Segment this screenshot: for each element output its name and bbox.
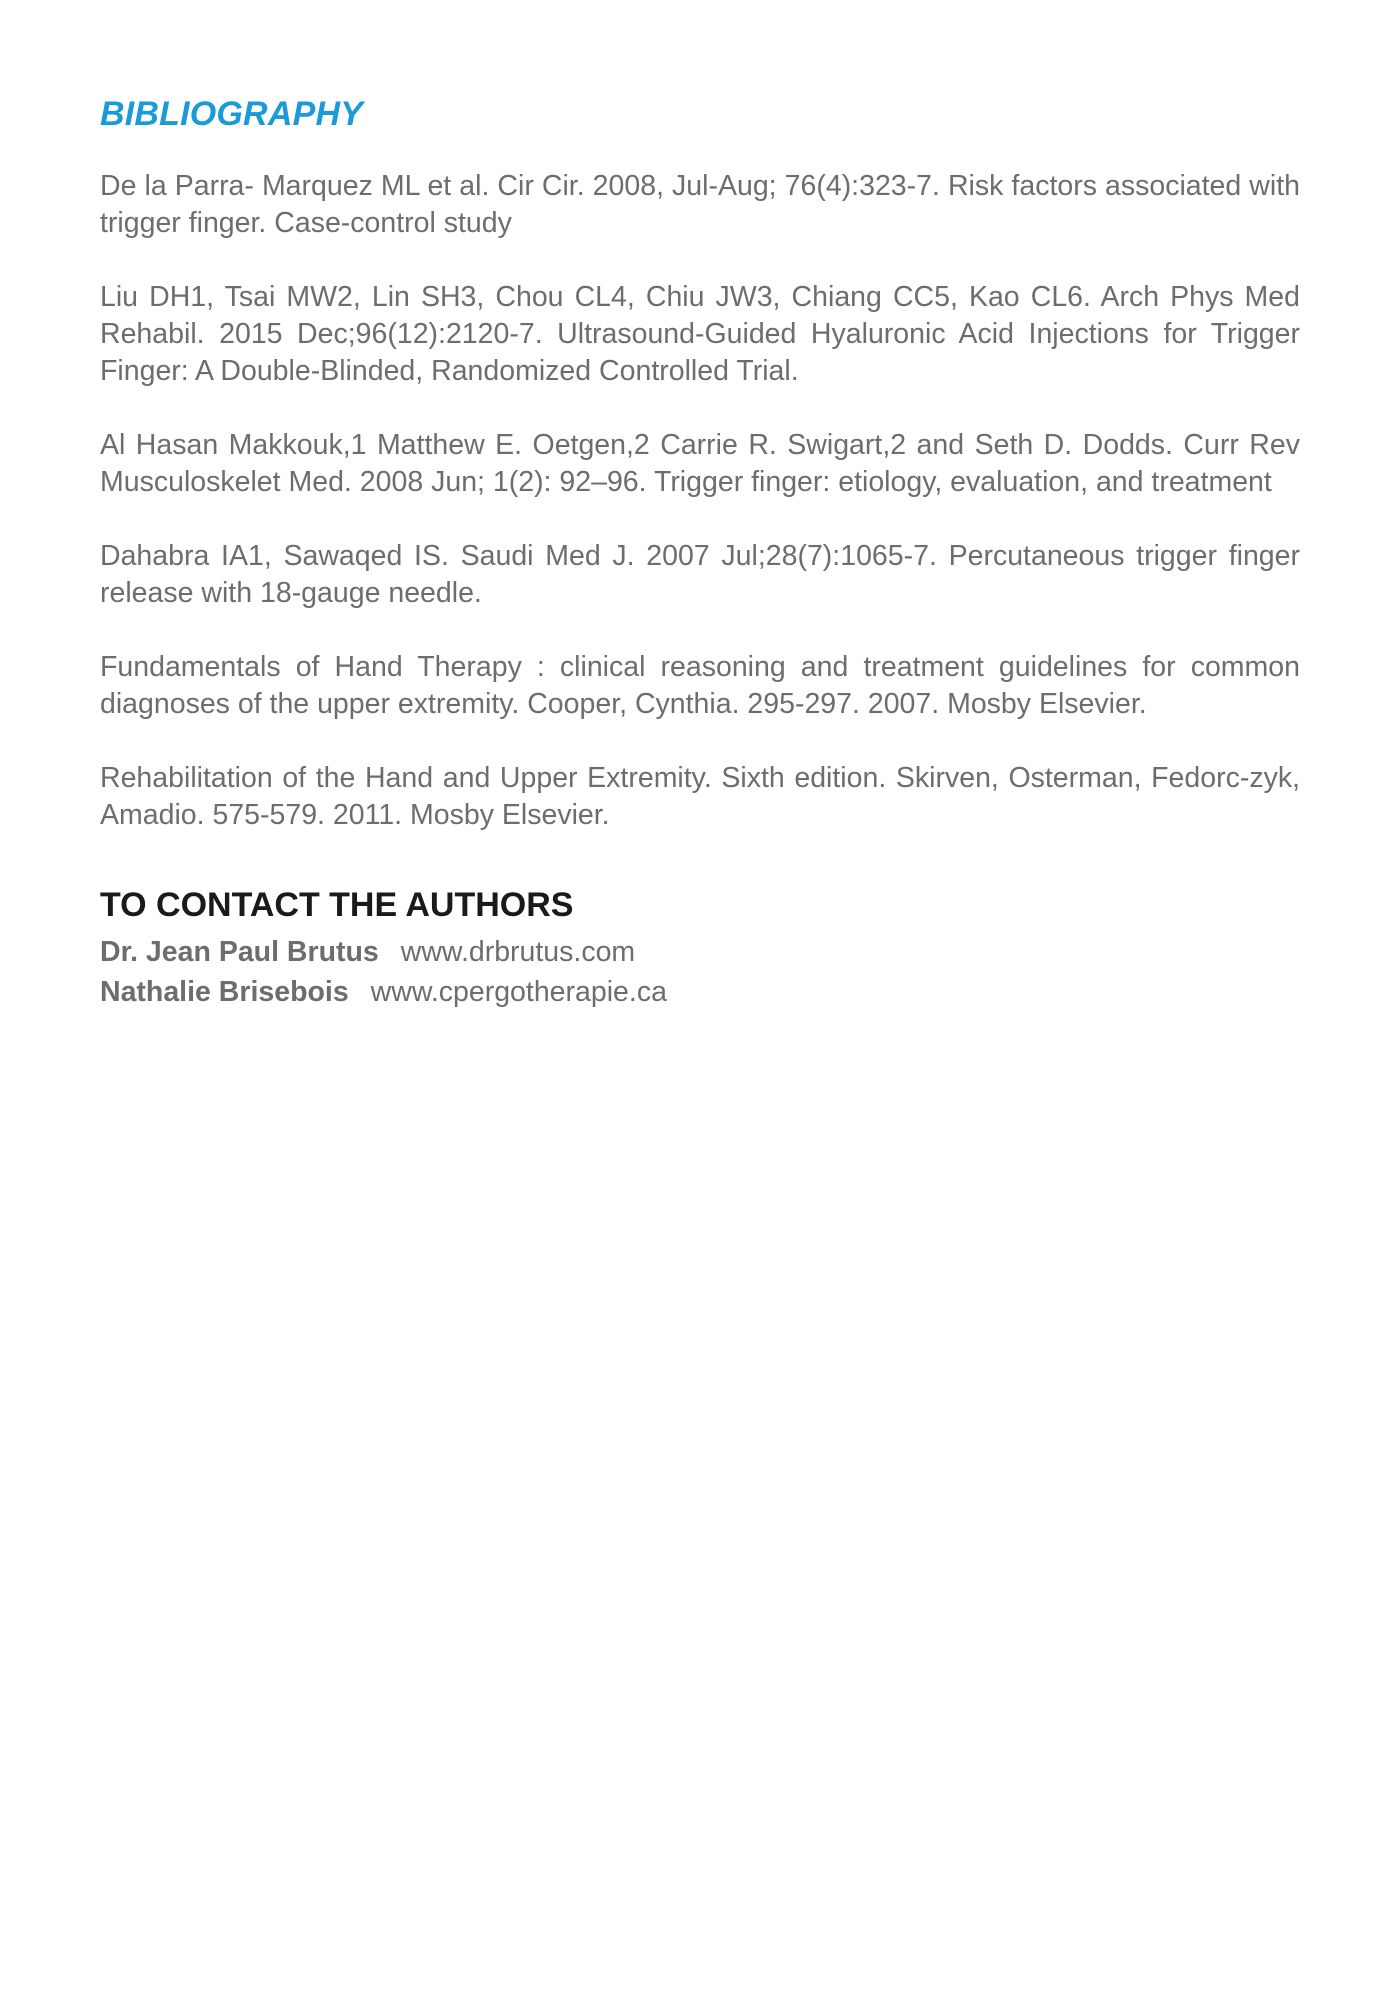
bibliography-entry-5: Fundamentals of Hand Therapy : clinical reasoning and treatment guidelines for common diagnoses of the upper extremity. Cooper, Cynthia. 295-297. 2007. Mosby Elsevier. xyxy=(100,651,1300,720)
bibliography-entry-4: Dahabra IA1, Sawaqed IS. Saudi Med J. 2007 Jul;28(7):1065-7. Percutaneous trigger finger release with 18-gauge needle. xyxy=(100,540,1300,609)
bibliography-entry-6: Rehabilitation of the Hand and Upper Extremity. Sixth edition. Skirven, Osterman, Fedorc-zyk, Amadio. 575-579. 2011. Mosby Elsevier. xyxy=(100,762,1300,831)
author-website-link[interactable]: www.drbrutus.com xyxy=(400,936,636,968)
bibliography-entry-3: Al Hasan Makkouk,1 Matthew E. Oetgen,2 Carrie R. Swigart,2 and Seth D. Dodds. Curr Rev Musculoskelet Med. 2008 Jun; 1(2): 92–96. Trigger finger: etiology, evaluation, and treatment xyxy=(100,429,1300,498)
author-name: Dr. Jean Paul Brutus xyxy=(100,936,379,968)
bibliography-entry-1: De la Parra- Marquez ML et al. Cir Cir. 2008, Jul-Aug; 76(4):323-7. Risk factors associated with trigger finger. Case-control study xyxy=(100,170,1300,239)
contact-row-2 xyxy=(100,972,1300,1012)
author-website-link[interactable]: www.cpergotherapie.ca xyxy=(370,976,667,1008)
author-name: Nathalie Brisebois xyxy=(100,976,349,1008)
contact-section xyxy=(100,884,1300,1012)
contact-heading: TO CONTACT THE AUTHORS xyxy=(100,886,574,924)
bibliography-list xyxy=(100,168,1300,834)
bibliography-entry-2: Liu DH1, Tsai MW2, Lin SH3, Chou CL4, Chiu JW3, Chiang CC5, Kao CL6. Arch Phys Med Rehabil. 2015 Dec;96(12):2120-7. Ultrasound-Guided Hyaluronic Acid Injections for Trigger Finger: A Double-Blinded, Randomized Controlled Trial. xyxy=(100,281,1300,387)
document-page xyxy=(100,92,1300,1012)
contact-row-1 xyxy=(100,932,1300,972)
bibliography-heading: BIBLIOGRAPHY xyxy=(100,95,364,133)
